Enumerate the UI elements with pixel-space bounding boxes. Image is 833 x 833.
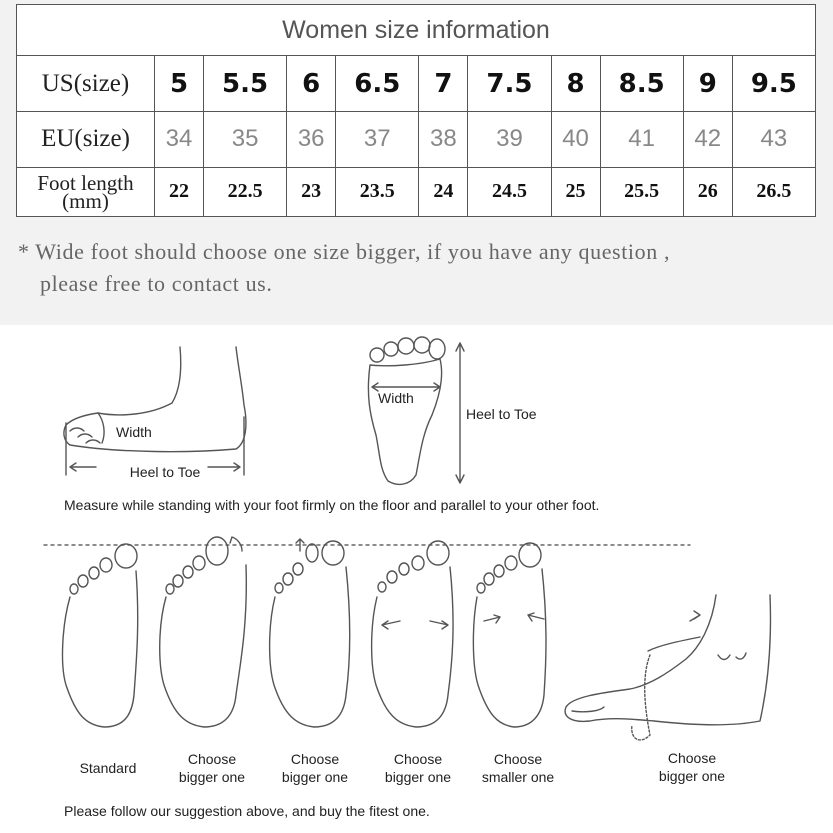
foot-sketch-long-second-toe	[270, 539, 350, 727]
eu-size-label: EU(size)	[17, 112, 155, 168]
foot-length-cell: 23	[287, 167, 336, 216]
table-title: Women size information	[17, 5, 816, 56]
measurement-illustration	[0, 325, 833, 833]
eu-size-cell: 41	[600, 112, 683, 168]
size-info-panel	[0, 0, 833, 325]
us-size-row	[17, 56, 816, 112]
foot-sketch-long-toe	[160, 537, 247, 727]
us-size-cell: 5	[155, 56, 204, 112]
foot-length-cell: 25	[551, 167, 600, 216]
foot-length-cell: 22.5	[203, 167, 286, 216]
foot-length-cell: 22	[155, 167, 204, 216]
fit-note-line2: please free to contact us.	[40, 271, 273, 296]
foot-length-cell: 24	[419, 167, 468, 216]
us-size-cell: 8	[551, 56, 600, 112]
foot-length-cell: 25.5	[600, 167, 683, 216]
foot-caption-line1: Choose	[493, 751, 543, 767]
us-size-cell: 6.5	[336, 56, 419, 112]
foot-length-cell: 23.5	[336, 167, 419, 216]
title-row	[17, 5, 816, 56]
us-size-cell: 7	[419, 56, 468, 112]
foot-caption-line1: Standard	[79, 760, 137, 776]
foot-caption-narrow	[468, 750, 568, 786]
foot-length-label	[17, 167, 155, 216]
foot-length-label-text: Foot length	[37, 170, 134, 195]
side-foot-drawing	[64, 347, 246, 475]
foot-length-row	[17, 167, 816, 216]
foot-length-cell: 26.5	[732, 167, 815, 216]
eu-size-cell: 40	[551, 112, 600, 168]
eu-size-cell: 34	[155, 112, 204, 168]
foot-sketch-standard	[63, 544, 138, 727]
foot-caption-line1: Choose	[667, 750, 717, 766]
sole-heel-to-toe-label: Heel to Toe	[466, 406, 537, 422]
side-width-label: Width	[116, 424, 152, 440]
measure-instruction: Measure while standing with your foot firmly on the floor and parallel to your other foot.	[64, 497, 600, 513]
us-size-cell: 9.5	[732, 56, 815, 112]
foot-caption-line2: bigger one	[384, 769, 452, 785]
foot-caption-wide	[368, 750, 468, 786]
foot-caption-standard	[62, 759, 154, 777]
size-table	[16, 4, 816, 217]
foot-caption-line1: Choose	[187, 751, 237, 767]
sole-width-label: Width	[378, 390, 414, 406]
foot-caption-line2: bigger one	[658, 768, 726, 784]
eu-size-cell: 42	[683, 112, 732, 168]
foot-caption-line1: Choose	[393, 751, 443, 767]
foot-caption-line2: bigger one	[281, 769, 349, 785]
foot-caption-line2: smaller one	[481, 769, 555, 785]
eu-size-cell: 43	[732, 112, 815, 168]
us-size-cell: 6	[287, 56, 336, 112]
foot-sketch-high-instep	[565, 595, 770, 740]
foot-length-cell: 24.5	[468, 167, 551, 216]
final-instruction: Please follow our suggestion above, and buy the fitest one.	[64, 803, 430, 819]
fit-note-line1: * Wide foot should choose one size bigger, if you have any question ,	[18, 239, 671, 264]
foot-caption-high-instep	[642, 749, 742, 785]
side-heel-to-toe-label: Heel to Toe	[129, 464, 201, 480]
us-size-cell: 7.5	[468, 56, 551, 112]
foot-sketch-narrow	[473, 543, 546, 727]
eu-size-row	[17, 112, 816, 168]
eu-size-cell: 37	[336, 112, 419, 168]
foot-sketch-wide	[372, 541, 453, 727]
eu-size-cell: 36	[287, 112, 336, 168]
eu-size-cell: 35	[203, 112, 286, 168]
foot-length-unit: (mm)	[62, 188, 109, 213]
eu-size-cell: 38	[419, 112, 468, 168]
foot-caption-long-toe	[162, 750, 262, 786]
us-size-label: US(size)	[17, 56, 155, 112]
foot-caption-line1: Choose	[290, 751, 340, 767]
us-size-cell: 5.5	[203, 56, 286, 112]
foot-caption-long-second-toe	[265, 750, 365, 786]
us-size-cell: 9	[683, 56, 732, 112]
sole-foot-drawing	[368, 337, 464, 484]
eu-size-cell: 39	[468, 112, 551, 168]
foot-caption-line2: bigger one	[178, 769, 246, 785]
fit-note	[18, 236, 818, 300]
foot-length-cell: 26	[683, 167, 732, 216]
us-size-cell: 8.5	[600, 56, 683, 112]
